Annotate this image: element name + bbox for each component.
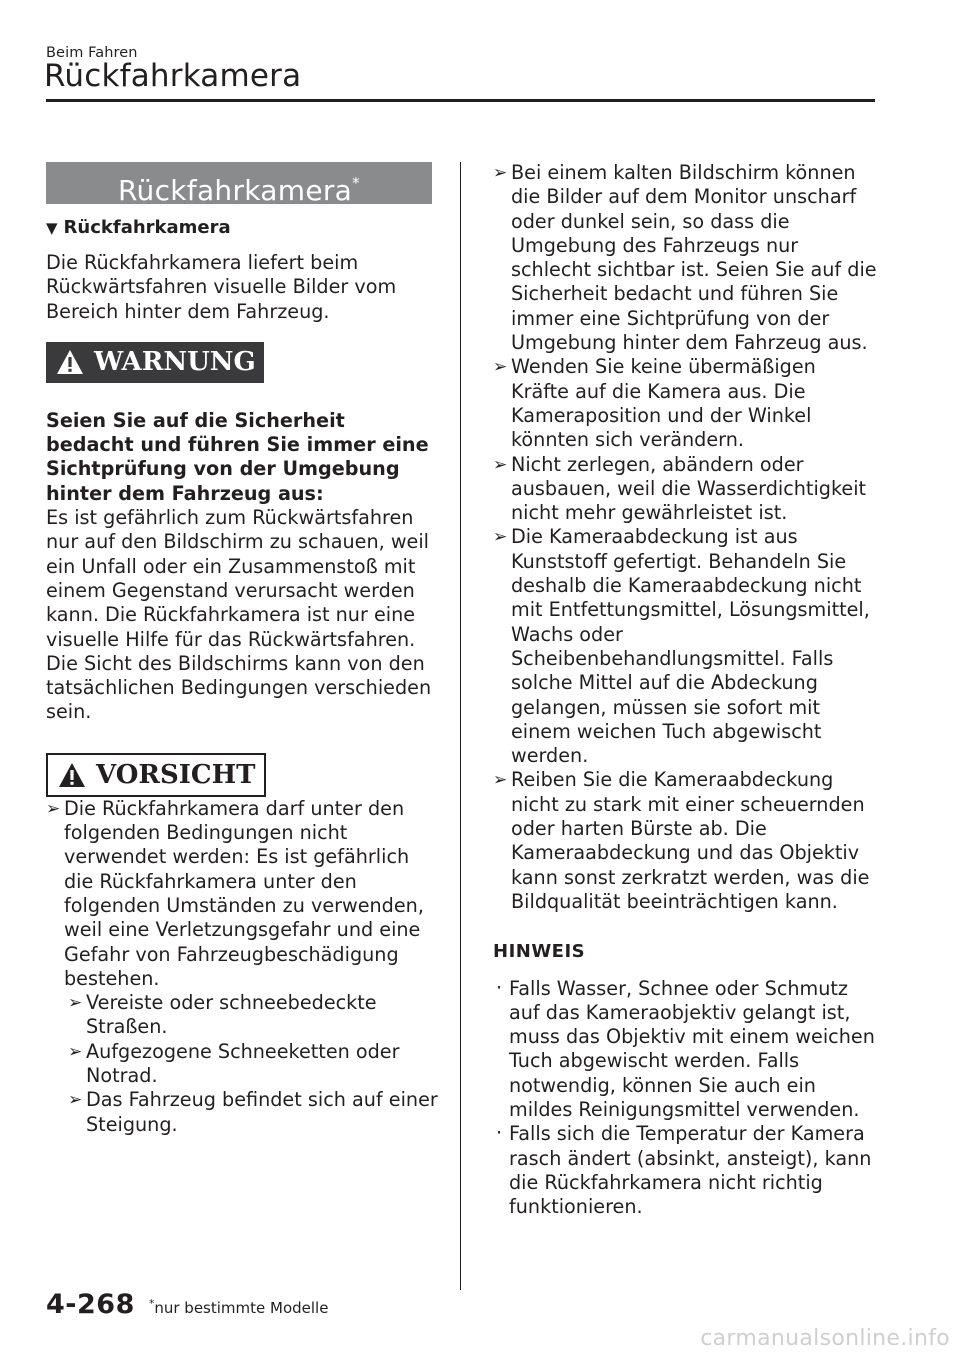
list-item-text: Die Rückfahrkamera darf unter den folgenden Bedingungen nicht verwendet werden: Es ist gefährlich die Rückfahrkamera unter den folgenden Umständen zu verwenden, weil eine Verletzungsgefahr und eine Gefahr von Fahrzeugbeschädigung bestehen. [64,796,424,990]
warning-label [46,342,264,383]
warning-label-text: WARNUNG [94,347,256,378]
arrow-bullet-icon: ➢ [493,454,508,475]
caution-label-text: VORSICHT [96,759,256,790]
warning-heading: Seien Sie auf die Sicherheit bedacht und führen Sie immer eine Sichtprüfung von der Umgebung hinter dem Fahrzeug aus: [46,408,429,505]
header-divider [46,99,875,102]
list-item [46,797,438,991]
footnote-text: nur bestimmte Modelle [154,1299,329,1317]
subheading [46,217,438,239]
column-divider [460,162,461,1290]
list-item-text: Falls Wasser, Schnee oder Schmutz auf das Kameraobjektiv gelangt ist, muss das Objektiv mit einem weichen Tuch abgewischt werden. Falls notwendig, können Sie auch ein mildes Reinigungsmittel verwenden. [509,976,875,1121]
list-item-text: Die Kameraabdeckung ist aus Kunststoff gefertigt. Behandeln Sie deshalb die Kameraabdeckung nicht mit Entfettungsmittel, Lösungsmittel, Wachs oder Scheibenbehandlungsmittel. Falls solche Mittel auf die Abdeckung gelangen, müssen sie sofort mit einem weichen Tuch abgewischt werden. [511,525,870,768]
list-item [68,991,438,1040]
footnote-asterisk: * [148,1297,155,1310]
list-item-text: Nicht zerlegen, abändern oder ausbauen, weil die Wasserdichtigkeit nicht mehr gewährleistet ist. [511,452,867,525]
list-item-text: Wenden Sie keine übermäßigen Kräfte auf die Kamera aus. Die Kameraposition und der Winkel könnten sich verändern. [511,355,816,452]
list-item [68,1088,438,1137]
caution-label [46,753,266,797]
list-item-text: Aufgezogene Schneeketten oder Notrad. [86,1039,400,1088]
arrow-bullet-icon: ➢ [493,163,508,183]
caution-triangle-icon [58,762,86,788]
section-label: Beim Fahren [46,45,138,61]
subheading-text: Rückfahrkamera [63,217,231,238]
page-title: Rückfahrkamera [44,58,302,94]
list-item [493,768,878,914]
list-item [493,977,878,1123]
warning-text: Es ist gefährlich zum Rückwärtsfahren nur auf den Bildschirm zu schauen, weil ein Unfall oder ein Zusammenstoß mit einem Gegenstand verursacht werden kann. Die Rückfahrkamera ist nur eine visuelle Hilfe für das Rückwärtsfahren. Die Sicht des Bildschirms kann von den tatsächlichen Bedingungen verschieden sein. [46,506,432,724]
dot-bullet-icon: · [496,1121,503,1145]
list-item-text: Falls sich die Temperatur der Kamera rasch ändert (absinkt, ansteigt), kann die Rückfahrkamera nicht richtig funktionieren. [509,1122,872,1219]
arrow-bullet-icon: ➢ [493,527,508,548]
caution-list [46,797,438,991]
banner-title: Rückfahrkamera [118,174,353,207]
note-list [493,977,878,1220]
list-item-text: Vereiste oder schneebedeckte Straßen. [86,991,377,1039]
arrow-bullet-icon: ➢ [68,1090,83,1111]
list-item [493,161,878,355]
list-item-text: Reiben Sie die Kameraabdeckung nicht zu stark mit einer scheuernden oder harten Bürste ab. Die Kameraabdeckung und das Objektiv kann sonst zerkratzt werden, was die Bildqualität beeinträchtigen kann. [511,768,870,913]
list-item [68,1040,438,1089]
triangle-down-icon: ▼ [46,219,58,237]
list-item [493,355,878,452]
condition-list [46,991,438,1137]
list-item-text: Bei einem kalten Bildschirm können die Bilder auf dem Monitor unscharf oder dunkel sein, so dass die Umgebung des Fahrzeugs nur schlecht sichtbar ist. Seien Sie auf die Sicherheit bedacht und führen Sie immer eine Sichtprüfung von der Umgebung hinter dem Fahrzeug aus. [511,161,877,355]
arrow-bullet-icon: ➢ [68,993,83,1014]
intro-paragraph: Die Rückfahrkamera liefert beim Rückwärtsfahren visuelle Bilder vom Bereich hinter dem Fahrzeug. [46,251,397,323]
section-banner [46,162,432,207]
list-item-text: Das Fahrzeug befindet sich auf einer Steigung. [86,1088,438,1136]
list-item [493,1122,878,1219]
banner-asterisk: * [352,174,360,192]
dot-bullet-icon: · [496,975,503,999]
page-number: 4-268 [46,1289,135,1320]
page-footer [46,1289,328,1320]
arrow-bullet-icon: ➢ [46,798,61,819]
list-item [493,525,878,768]
list-item [493,453,878,526]
arrow-bullet-icon: ➢ [493,770,508,791]
arrow-bullet-icon: ➢ [493,357,508,378]
caution-list-continued [493,161,878,914]
arrow-bullet-icon: ➢ [68,1041,83,1062]
right-column [493,161,878,1219]
note-heading: HINWEIS [493,941,586,963]
left-column [46,162,438,1137]
watermark: carmanualsonline.info [700,1326,950,1351]
warning-triangle-icon [56,349,84,375]
footnote [149,1297,329,1317]
